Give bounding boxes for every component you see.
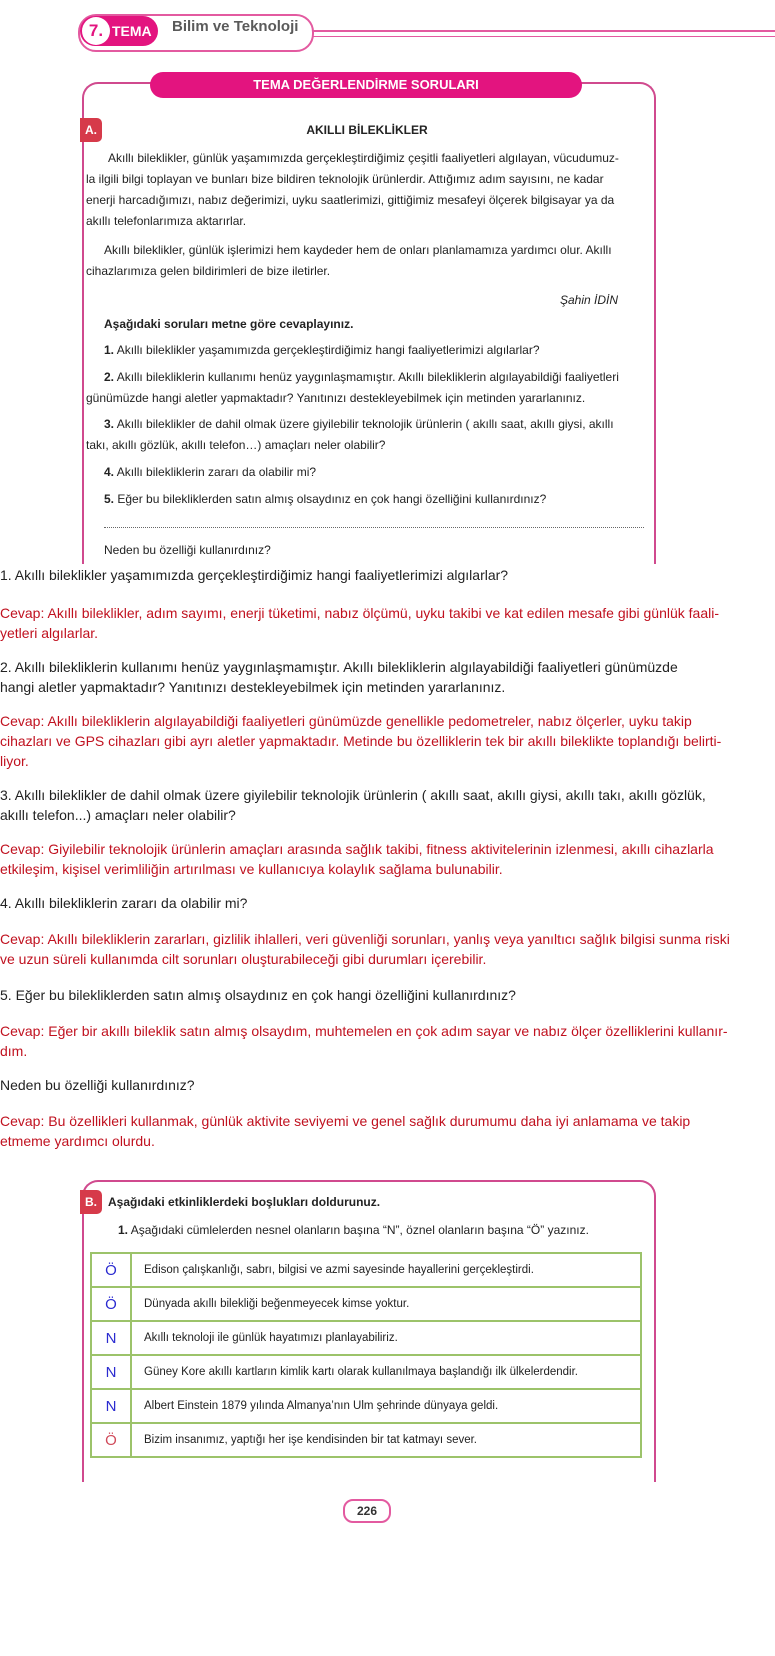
q5-num: 5. [104,492,115,506]
table-row [91,1253,641,1287]
answer-q2-1: 2. Akıllı bilekliklerin kullanımı henüz yaygınlaşmamıştır. Akıllı bilekliklerin algılayabildiği faaliyetleri günümüzde [0,659,678,675]
subject-title: Bilim ve Teknoloji [172,18,299,35]
header-rule [310,30,775,32]
q3-text-1: Akıllı bileklikler de dahil olmak üzere giyilebilir teknolojik ürünlerin ( akıllı saat, akıllı giysi, akıllı [116,417,614,431]
q4-text: Akıllı bilekliklerin zararı da olabilir mi? [116,465,317,479]
page-number: 226 [343,1499,391,1523]
row-text: Akıllı teknoloji ile günlük hayatımızı planlayabiliriz. [131,1321,641,1355]
table-row [91,1355,641,1389]
row-mark[interactable]: Ö [91,1253,131,1287]
q2-text-1: Akıllı bilekliklerin kullanımı henüz yaygınlaşmamıştır. Akıllı bilekliklerin algılayabildiği faaliyetleri [116,370,619,384]
box-title: TEMA DEĞERLENDİRME SORULARI [150,72,582,98]
author: Şahin İDİN [560,293,619,307]
p1-line-2: la ilgili bilgi toplayan ve bunları bize bildiren teknolojik ürünlerdir. Attığımız adım sayısını, ne kadar [86,172,604,186]
row-mark[interactable]: N [91,1389,131,1423]
header-rule-thin [300,36,775,37]
section-a-tag: A. [80,118,102,142]
table-row [91,1321,641,1355]
row-mark[interactable]: Ö [91,1423,131,1457]
row-text: Albert Einstein 1879 yılında Almanya’nın Ulm şehrinde dünyaya geldi. [131,1389,641,1423]
q3-text-2: takı, akıllı gözlük, akıllı telefon…) amaçları neler olabilir? [86,438,386,452]
p1-line-4: akıllı telefonlarımıza aktarırlar. [86,214,247,228]
answer-a5b-1: Cevap: Bu özellikleri kullanmak, günlük aktivite seviyemi ve genel sağlık durumumu daha iyi anlamama ve takip [0,1113,691,1129]
instruction-a: Aşağıdaki soruları metne göre cevaplayınız. [104,317,354,331]
answer-a5-1: Cevap: Eğer bir akıllı bileklik satın almış olsaydım, muhtemelen en çok adım sayar ve nabız ölçer özelliklerini kullanır- [0,1023,728,1039]
table-row [91,1287,641,1321]
tema-number: 7. [82,17,110,45]
table-row [91,1389,641,1423]
q2-text-2: günümüzde hangi aletler yapmaktadır? Yanıtınızı destekleyebilmek için metinden yararlanınız. [86,391,586,405]
b-q1-text: Aşağıdaki cümlelerden nesnel olanların başına “N”, öznel olanların başına “Ö” yazınız. [130,1223,589,1237]
q1-text: Akıllı bileklikler yaşamımızda gerçekleştirdiğimiz hangi faaliyetlerimizi algılarlar? [116,343,540,357]
answer-a5-2: dım. [0,1043,28,1059]
answer-a1-1: Cevap: Akıllı bileklikler, adım sayımı, enerji tüketimi, nabız ölçümü, uyku takibi ve kat edilen mesafe gibi günlük faali- [0,605,719,621]
answer-a4-2: ve uzun süreli kullanımda cilt sorunları oluşturabileceği gibi durumları içerebilir. [0,951,487,967]
row-text: Edison çalışkanlığı, sabrı, bilgisi ve azmi sayesinde hayallerini gerçekleştirdi. [131,1253,641,1287]
instruction-b: Aşağıdaki etkinliklerdeki boşlukları doldurunuz. [108,1195,381,1209]
p2-line-1: Akıllı bileklikler, günlük işlerimizi hem kaydeder hem de onları planlamamıza yardımcı olur. Akıllı [104,243,612,257]
tema-word: TEMA [112,23,152,39]
q4-num: 4. [104,465,115,479]
answer-a4-1: Cevap: Akıllı bilekliklerin zararları, gizlilik ihlalleri, veri güvenliği sorunları, yanlış veya yanıltıcı sağlık bilgisi sunma riski [0,931,730,947]
answer-line [104,526,644,528]
answer-a2-3: liyor. [0,753,29,769]
row-text: Bizim insanımız, yaptığı her işe kendisinden bir tat katmayı sever. [131,1423,641,1457]
q5-text: Eğer bu bilekliklerden satın almış olsaydınız en çok hangi özelliğini kullanırdınız? [117,492,547,506]
section-b-tag: B. [80,1190,102,1214]
answer-q1: 1. Akıllı bileklikler yaşamımızda gerçekleştirdiğimiz hangi faaliyetlerimizi algılarlar? [0,567,509,583]
answer-a2-2: cihazları ve GPS cihazları gibi ayrı aletler yapmaktadır. Metinde bu özelliklerin tek bir akıllı bileklikte toplandığı belirti- [0,733,722,749]
tema-badge [80,16,158,46]
answer-a3-1: Cevap: Giyilebilir teknolojik ürünlerin amaçları arasında sağlık takibi, fitness aktivitelerinin izlenmesi, akıllı cihazlarla [0,841,714,857]
answer-q5b: Neden bu özelliği kullanırdınız? [0,1077,195,1093]
row-text: Güney Kore akıllı kartların kimlik kartı olarak kullanılmaya başlandığı ilk ülkelerdendir. [131,1355,641,1389]
text-title: AKILLI BİLEKLİKLER [306,123,428,137]
q3-num: 3. [104,417,115,431]
q1-num: 1. [104,343,115,357]
answer-a3-2: etkileşim, kişisel verimliliğin artırılması ve kullanıcıya kolaylık sağlama bulunabilir. [0,861,503,877]
answer-a2-1: Cevap: Akıllı bilekliklerin algılayabildiği faaliyetleri günümüzde genellikle pedometreler, nabız ölçerler, uyku takip [0,713,692,729]
answer-q3-2: akıllı telefon...) amaçları neler olabilir? [0,807,236,823]
answer-q4: 4. Akıllı bilekliklerin zararı da olabilir mi? [0,895,248,911]
q5b-text: Neden bu özelliği kullanırdınız? [104,543,271,557]
answer-a5b-2: etmeme yardımcı olurdu. [0,1133,155,1149]
q2-num: 2. [104,370,115,384]
classification-table [90,1252,642,1458]
table-row [91,1423,641,1457]
b-q1-num: 1. [118,1223,129,1237]
p1-line-1: Akıllı bileklikler, günlük yaşamımızda gerçekleştirdiğimiz çeşitli faaliyetleri algılayan, vücudumuz- [108,151,619,165]
answer-q5: 5. Eğer bu bilekliklerden satın almış olsaydınız en çok hangi özelliğini kullanırdınız? [0,987,516,1003]
row-mark[interactable]: N [91,1355,131,1389]
p1-line-3: enerji harcadığımızı, nabız değerimizi, uyku saatlerimizi, gittiğimiz mesafeyi ölçerek bilgisayar ya da [86,193,615,207]
p2-line-2: cihazlarımıza gelen bildirimleri de bize iletirler. [86,264,331,278]
row-mark[interactable]: Ö [91,1287,131,1321]
answer-q2-2: hangi aletler yapmaktadır? Yanıtınızı destekleyebilmek için metinden yararlanınız. [0,679,506,695]
row-mark[interactable]: N [91,1321,131,1355]
answer-a1-2: yetleri algılarlar. [0,625,99,641]
answer-q3-1: 3. Akıllı bileklikler de dahil olmak üzere giyilebilir teknolojik ürünlerin ( akıllı saat, akıllı giysi, akıllı takı, akıllı gözlük, [0,787,706,803]
row-text: Dünyada akıllı bilekliği beğenmeyecek kimse yoktur. [131,1287,641,1321]
